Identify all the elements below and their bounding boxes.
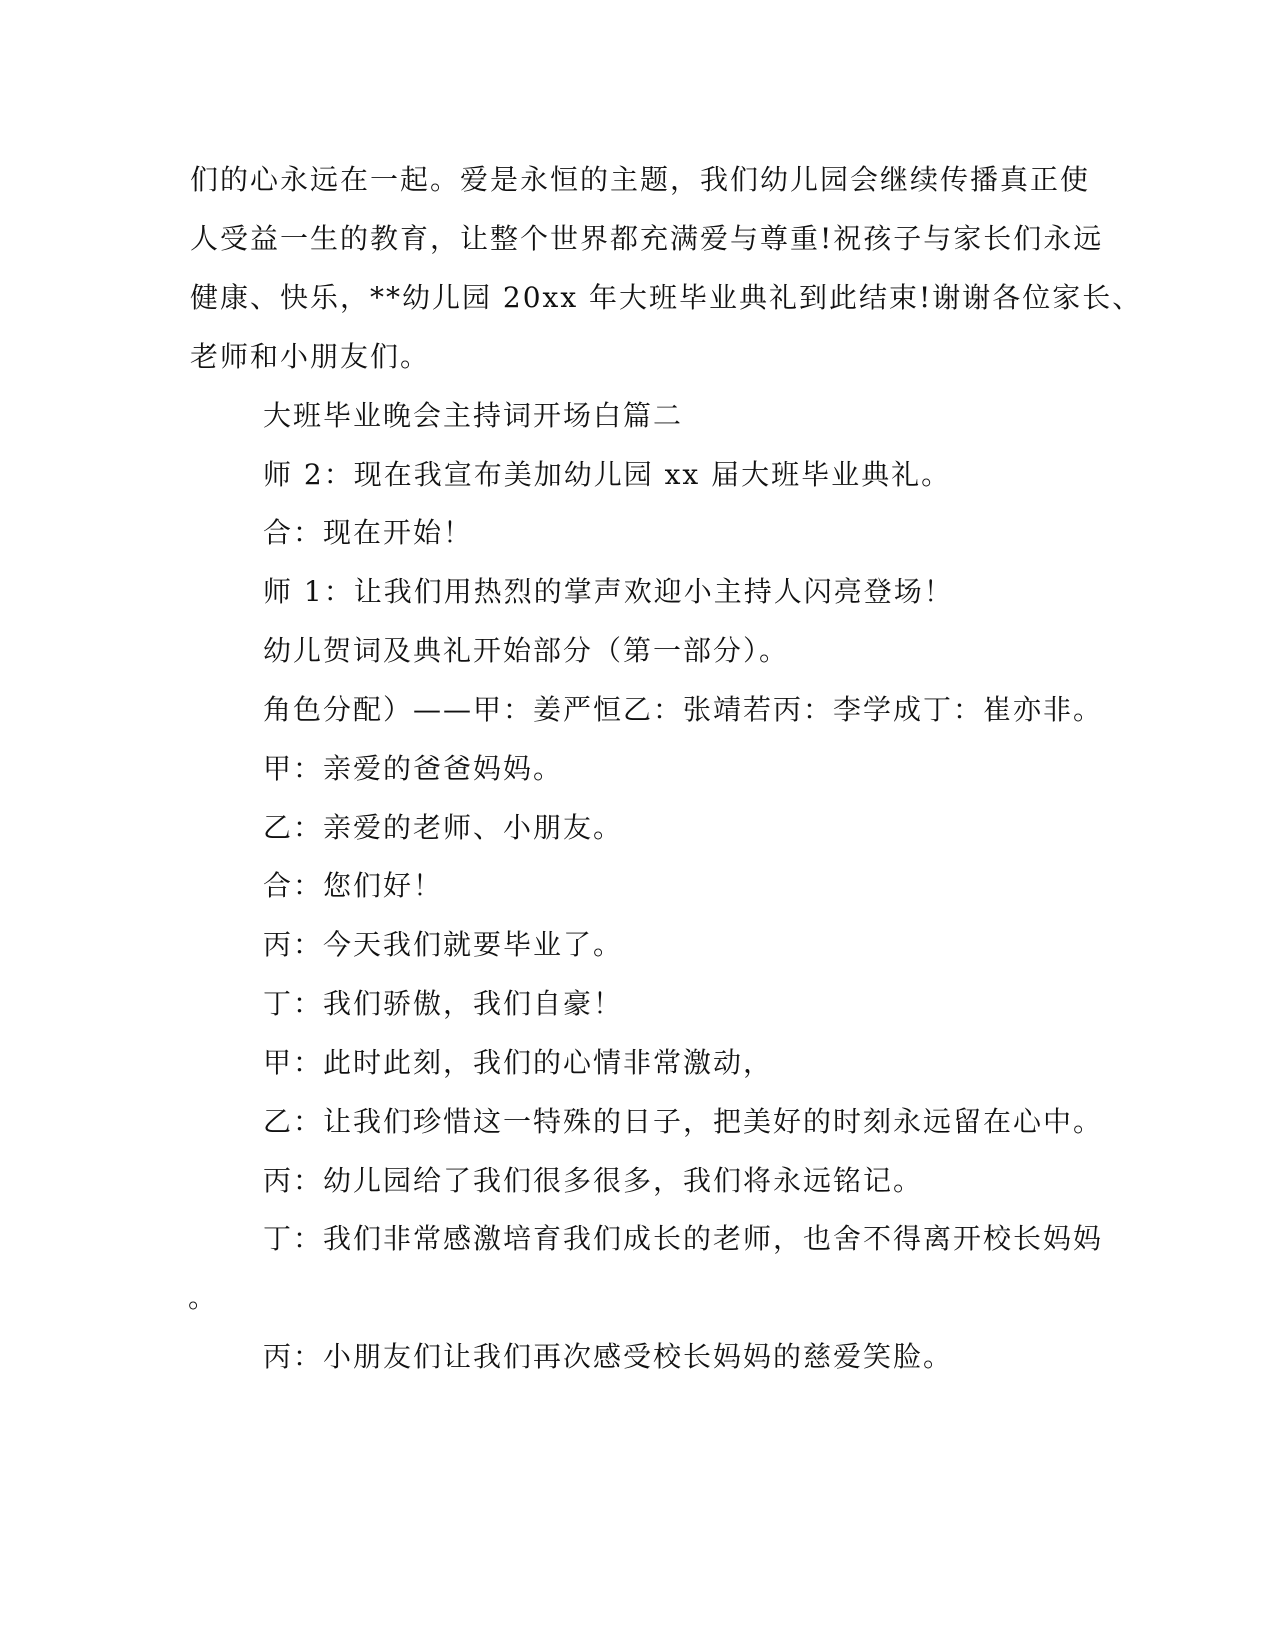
script-line: 丙：幼儿园给了我们很多很多，我们将永远铭记。 — [263, 1164, 924, 1197]
script-line: 角色分配）——甲：姜严恒乙：张靖若丙：李学成丁：崔亦非。 — [263, 693, 1104, 726]
paragraph-line: 人受益一生的教育，让整个世界都充满爱与尊重!祝孩子与家长们永远 — [190, 222, 1104, 255]
script-line: 丙：今天我们就要毕业了。 — [263, 928, 624, 961]
script-line: 丁：我们骄傲，我们自豪！ — [263, 987, 624, 1020]
script-line: 乙：亲爱的老师、小朋友。 — [263, 811, 624, 844]
paragraph-line: 老师和小朋友们。 — [190, 340, 431, 373]
script-line: 合：您们好！ — [263, 869, 444, 902]
script-line-continuation: 。 — [188, 1281, 219, 1314]
script-line: 丁：我们非常感激培育我们成长的老师，也舍不得离开校长妈妈 — [263, 1222, 1104, 1255]
script-line: 丙：小朋友们让我们再次感受校长妈妈的慈爱笑脸。 — [263, 1340, 954, 1373]
paragraph-line: 们的心永远在一起。爱是永恒的主题，我们幼儿园会继续传播真正使 — [190, 163, 1091, 196]
script-line: 师 2：现在我宣布美加幼儿园 xx 届大班毕业典礼。 — [263, 458, 952, 491]
script-line: 乙：让我们珍惜这一特殊的日子，把美好的时刻永远留在心中。 — [263, 1105, 1104, 1138]
script-line: 师 1：让我们用热烈的掌声欢迎小主持人闪亮登场！ — [263, 575, 954, 608]
script-line: 幼儿贺词及典礼开始部分（第一部分）。 — [263, 634, 790, 667]
paragraph-line: 健康、快乐，**幼儿园 20xx 年大班毕业典礼到此结束!谢谢各位家长、 — [190, 281, 1143, 314]
script-line: 甲：此时此刻，我们的心情非常激动， — [263, 1046, 774, 1079]
section-heading: 大班毕业晚会主持词开场白篇二 — [263, 399, 684, 432]
script-line: 合：现在开始！ — [263, 516, 474, 549]
script-line: 甲：亲爱的爸爸妈妈。 — [263, 752, 564, 785]
